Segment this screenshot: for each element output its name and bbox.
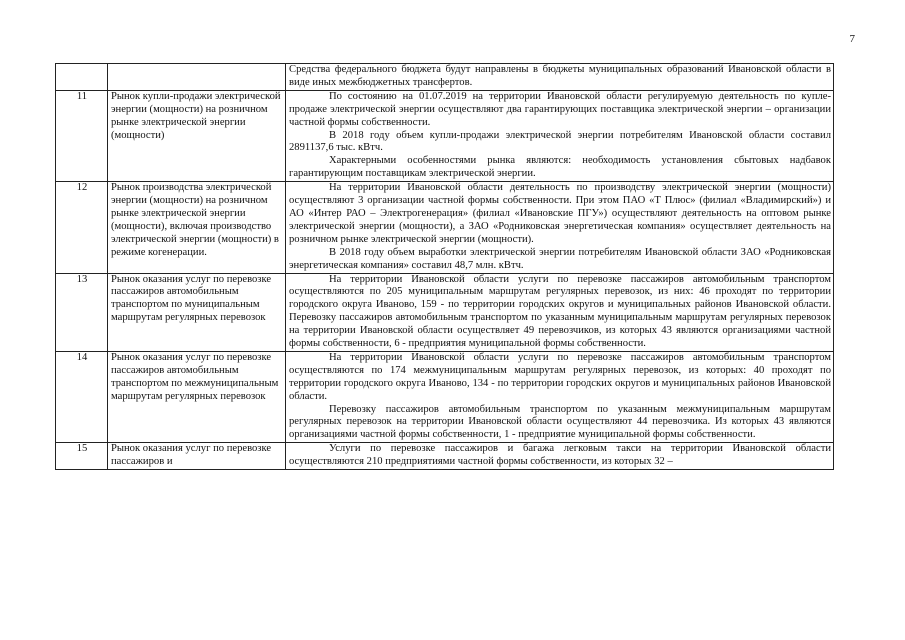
market-description-cell [286,64,834,91]
row-number-cell: 13 [56,273,108,351]
market-description-cell [286,443,834,470]
row-number-cell: 12 [56,182,108,273]
page-number: 7 [849,33,855,45]
table-row [56,273,834,351]
markets-table [55,63,834,470]
market-description-cell [286,90,834,181]
row-number-cell: 15 [56,443,108,470]
description-paragraph: Характерными особенностями рынка являются: необходимость установления сбытовых надбавок гарантирующим поставщикам электрической энергии. [289,155,831,180]
description-paragraph: По состоянию на 01.07.2019 на территории Ивановской области регулируемую деятельность по купле-продаже электрической энергии осуществляют два гарантирующих поставщика электрической энергии – организации частной формы собственности. [289,90,831,128]
description-paragraph: В 2018 году объем купли-продажи электрической энергии потребителям Ивановской области составил 2891137,6 тыс. кВтч. [289,129,831,154]
table-row [56,64,834,91]
table-row [56,90,834,181]
market-description-cell [286,182,834,273]
market-name-cell [108,64,286,91]
description-paragraph: На территории Ивановской области услуги по перевозке пассажиров автомобильным транспортом осуществляются по 205 муниципальным маршрутам регулярных перевозок, из них: 46 проходят по территории городского округа Иваново, 159 - по территории городских округов и муниципальных районов Ивановской области. Перевозку пассажиров автомобильным транспортом по указанным муниципальным маршрутам регулярных перевозок на территории Ивановской области осуществляет 49 перевозчиков, из которых 43 являются организациями частной формы собственности, 6 - предприятия муниципальной формы собственности. [289,273,831,350]
market-name-cell: Рынок купли-продажи электрической энергии (мощности) на розничном рынке электрической энергии (мощности) [108,90,286,181]
description-paragraph: На территории Ивановской области услуги по перевозке пассажиров автомобильным транспортом осуществляются по 174 межмуниципальным маршрутам регулярных перевозок, из которых: 40 проходят по территории городского округа Иваново, 134 - по территории городских округов и муниципальных районов Ивановской области. [289,351,831,402]
market-name-cell: Рынок оказания услуг по перевозке пассажиров автомобильным транспортом по межмуниципальным маршрутам регулярных перевозок [108,351,286,442]
market-name-cell: Рынок оказания услуг по перевозке пассажиров автомобильным транспортом по муниципальным маршрутам регулярных перевозок [108,273,286,351]
description-paragraph: Средства федерального бюджета будут направлены в бюджеты муниципальных образований Ивановской области в виде иных межбюджетных трансфертов. [289,64,831,88]
row-number-cell: 11 [56,90,108,181]
market-description-cell [286,273,834,351]
description-paragraph: На территории Ивановской области деятельность по производству электрической энергии (мощности) осуществляют 3 организации частной формы собственности. При этом ПАО «Т Плюс» (филиал «Владимирский») и АО «Интер РАО – Электрогенерация» (филиал «Ивановские ПГУ») осуществляют деятельность на оптовом рынке электрической энергии (мощности), а ЗАО «Родниковская энергетическая компания» осуществляет деятельность на розничном рынке электрической энергии (мощности). [289,182,831,245]
table-row [56,443,834,470]
table-row [56,351,834,442]
market-description-cell [286,351,834,442]
market-name-cell: Рынок производства электрической энергии (мощности) на розничном рынке электрической энергии (мощности), включая производство электрической энергии (мощности) в режиме когенерации. [108,182,286,273]
description-paragraph: Перевозку пассажиров автомобильным транспортом по указанным межмуниципальным маршрутам регулярных перевозок на территории Ивановской области осуществляют 44 перевозчика. Из которых 43 являются организациями частной формы собственности, 1 - предприятие муниципальной формы собственности. [289,403,831,441]
description-paragraph: В 2018 году объем выработки электрической энергии потребителям Ивановской области ЗАО «Родниковская энергетическая компания» составил 48,7 млн. кВтч. [289,246,831,271]
market-name-cell: Рынок оказания услуг по перевозке пассажиров и [108,443,286,470]
row-number-cell: 14 [56,351,108,442]
markets-table-body [56,64,834,470]
description-paragraph: Услуги по перевозке пассажиров и багажа легковым такси на территории Ивановской области осуществляются 210 предприятиями частной формы собственности, из которых 32 – [289,443,831,468]
table-row [56,182,834,273]
row-number-cell [56,64,108,91]
